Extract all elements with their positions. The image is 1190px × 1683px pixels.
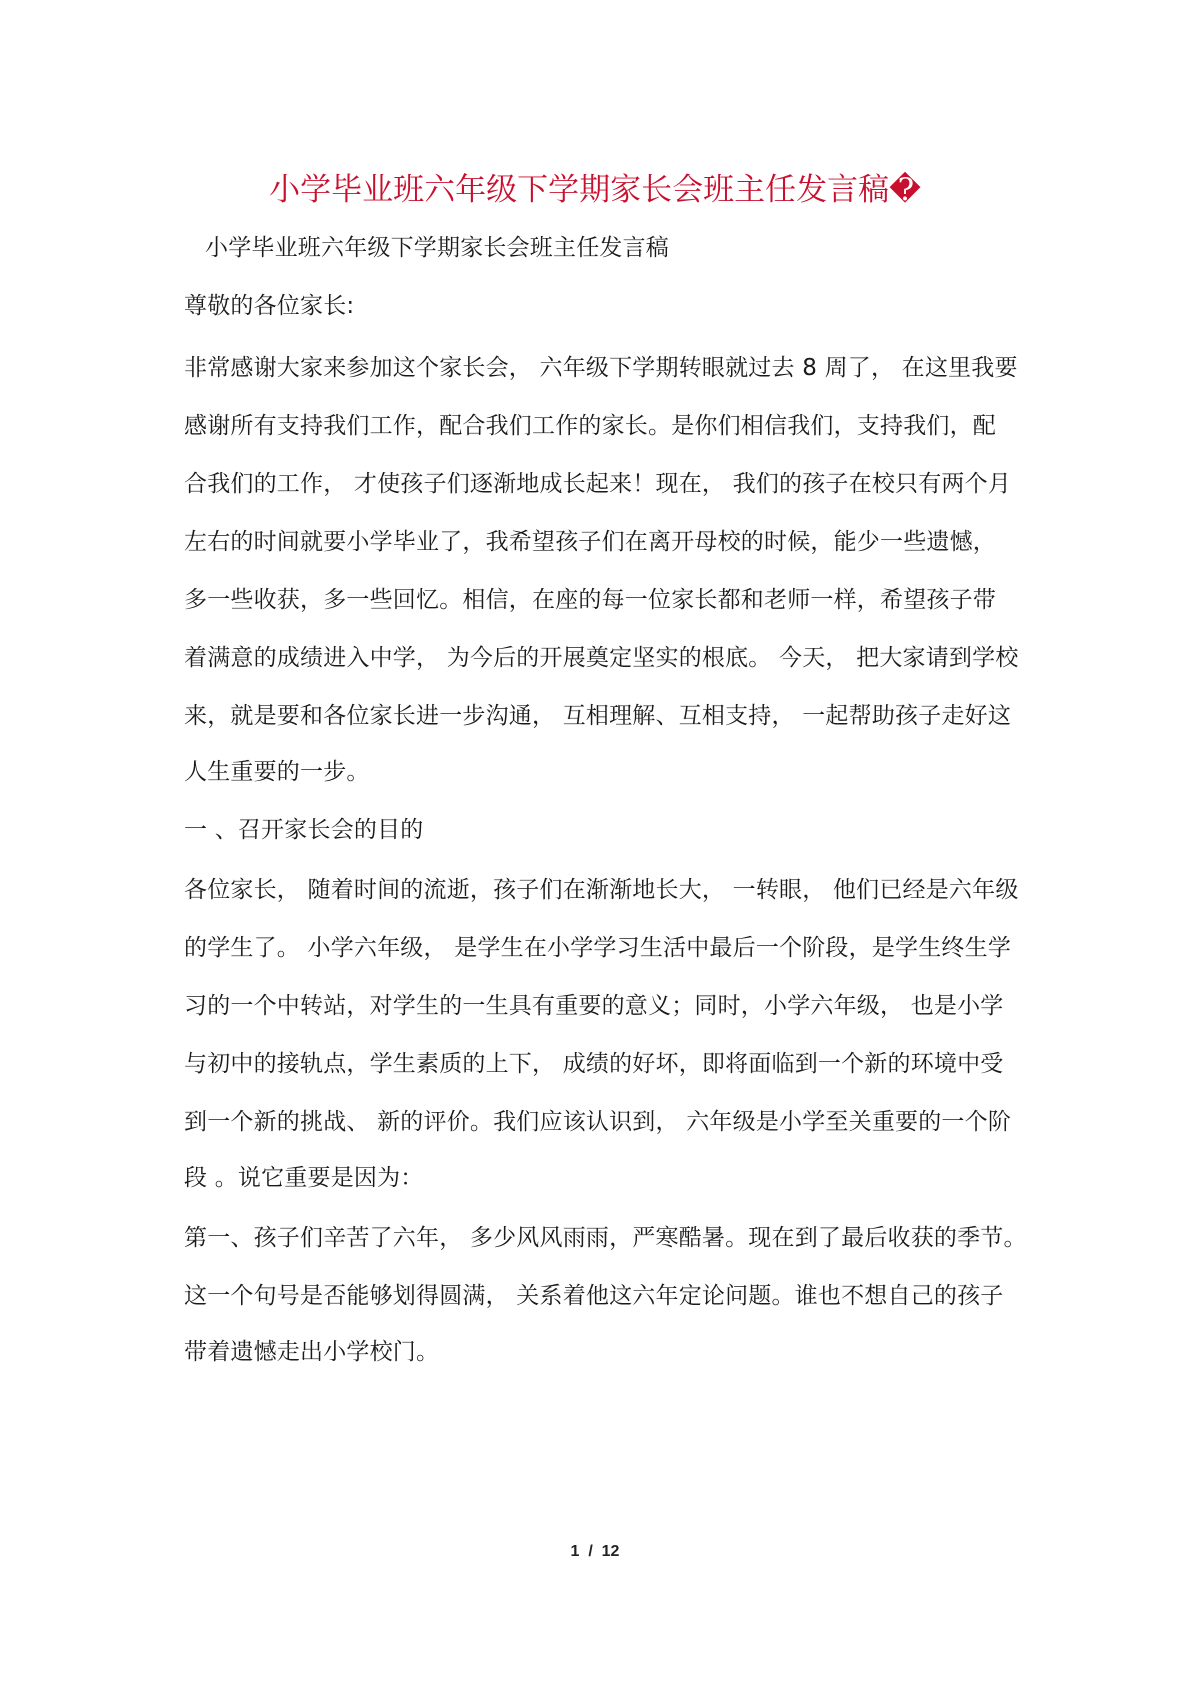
body-line: 非常感谢大家来参加这个家长会， 六年级下学期转眼就过去 8 周了， 在这里我要 [184,355,1018,381]
body-line: 带着遗憾走出小学校门。 [184,1339,440,1365]
body-line: 习的一个中转站，对学生的一生具有重要的意义；同时，小学六年级， 也是小学 [184,993,1004,1019]
subtitle-line: 小学毕业班六年级下学期家长会班主任发言稿 [205,235,669,261]
body-line: 的学生了。 小学六年级， 是学生在小学学习生活中最后一个阶段，是学生终生学 [184,935,1012,961]
page-number: 1 / 12 [570,1543,620,1560]
body-line: 到一个新的挑战、 新的评价。我们应该认识到， 六年级是小学至关重要的一个阶 [184,1109,1012,1135]
document-title: 小学毕业班六年级下学期家长会班主任发言稿� [269,172,921,208]
body-line: 左右的时间就要小学毕业了，我希望孩子们在离开母校的时候，能少一些遗憾， [184,529,996,555]
body-line: 各位家长， 随着时间的流逝，孩子们在渐渐地长大， 一转眼， 他们已经是六年级 [184,877,1019,903]
salutation-line: 尊敬的各位家长: [184,293,355,319]
body-line: 多一些收获，多一些回忆。相信，在座的每一位家长都和老师一样，希望孩子带 [184,587,996,613]
body-line: 人生重要的一步。 [184,759,370,785]
section-heading: 一 、召开家长会的目的 [184,817,424,843]
body-line: 这一个句号是否能够划得圆满， 关系着他这六年定论问题。谁也不想自己的孩子 [184,1283,1004,1309]
body-line: 着满意的成绩进入中学， 为今后的开展奠定坚实的根底。 今天， 把大家请到学校 [184,645,1019,671]
body-line: 第一、孩子们辛苦了六年， 多少风风雨雨，严寒酷暑。现在到了最后收获的季节。 [184,1225,1027,1251]
body-line: 合我们的工作， 才使孩子们逐渐地成长起来！现在， 我们的孩子在校只有两个月 [184,471,1012,497]
body-line: 感谢所有支持我们工作，配合我们工作的家长。是你们相信我们，支持我们，配 [184,413,996,439]
body-line: 与初中的接轨点，学生素质的上下， 成绩的好坏，即将面临到一个新的环境中受 [184,1051,1004,1077]
body-line: 段 。说它重要是因为： [184,1165,424,1191]
body-line: 来，就是要和各位家长进一步沟通， 互相理解、互相支持， 一起帮助孩子走好这 [184,703,1012,729]
